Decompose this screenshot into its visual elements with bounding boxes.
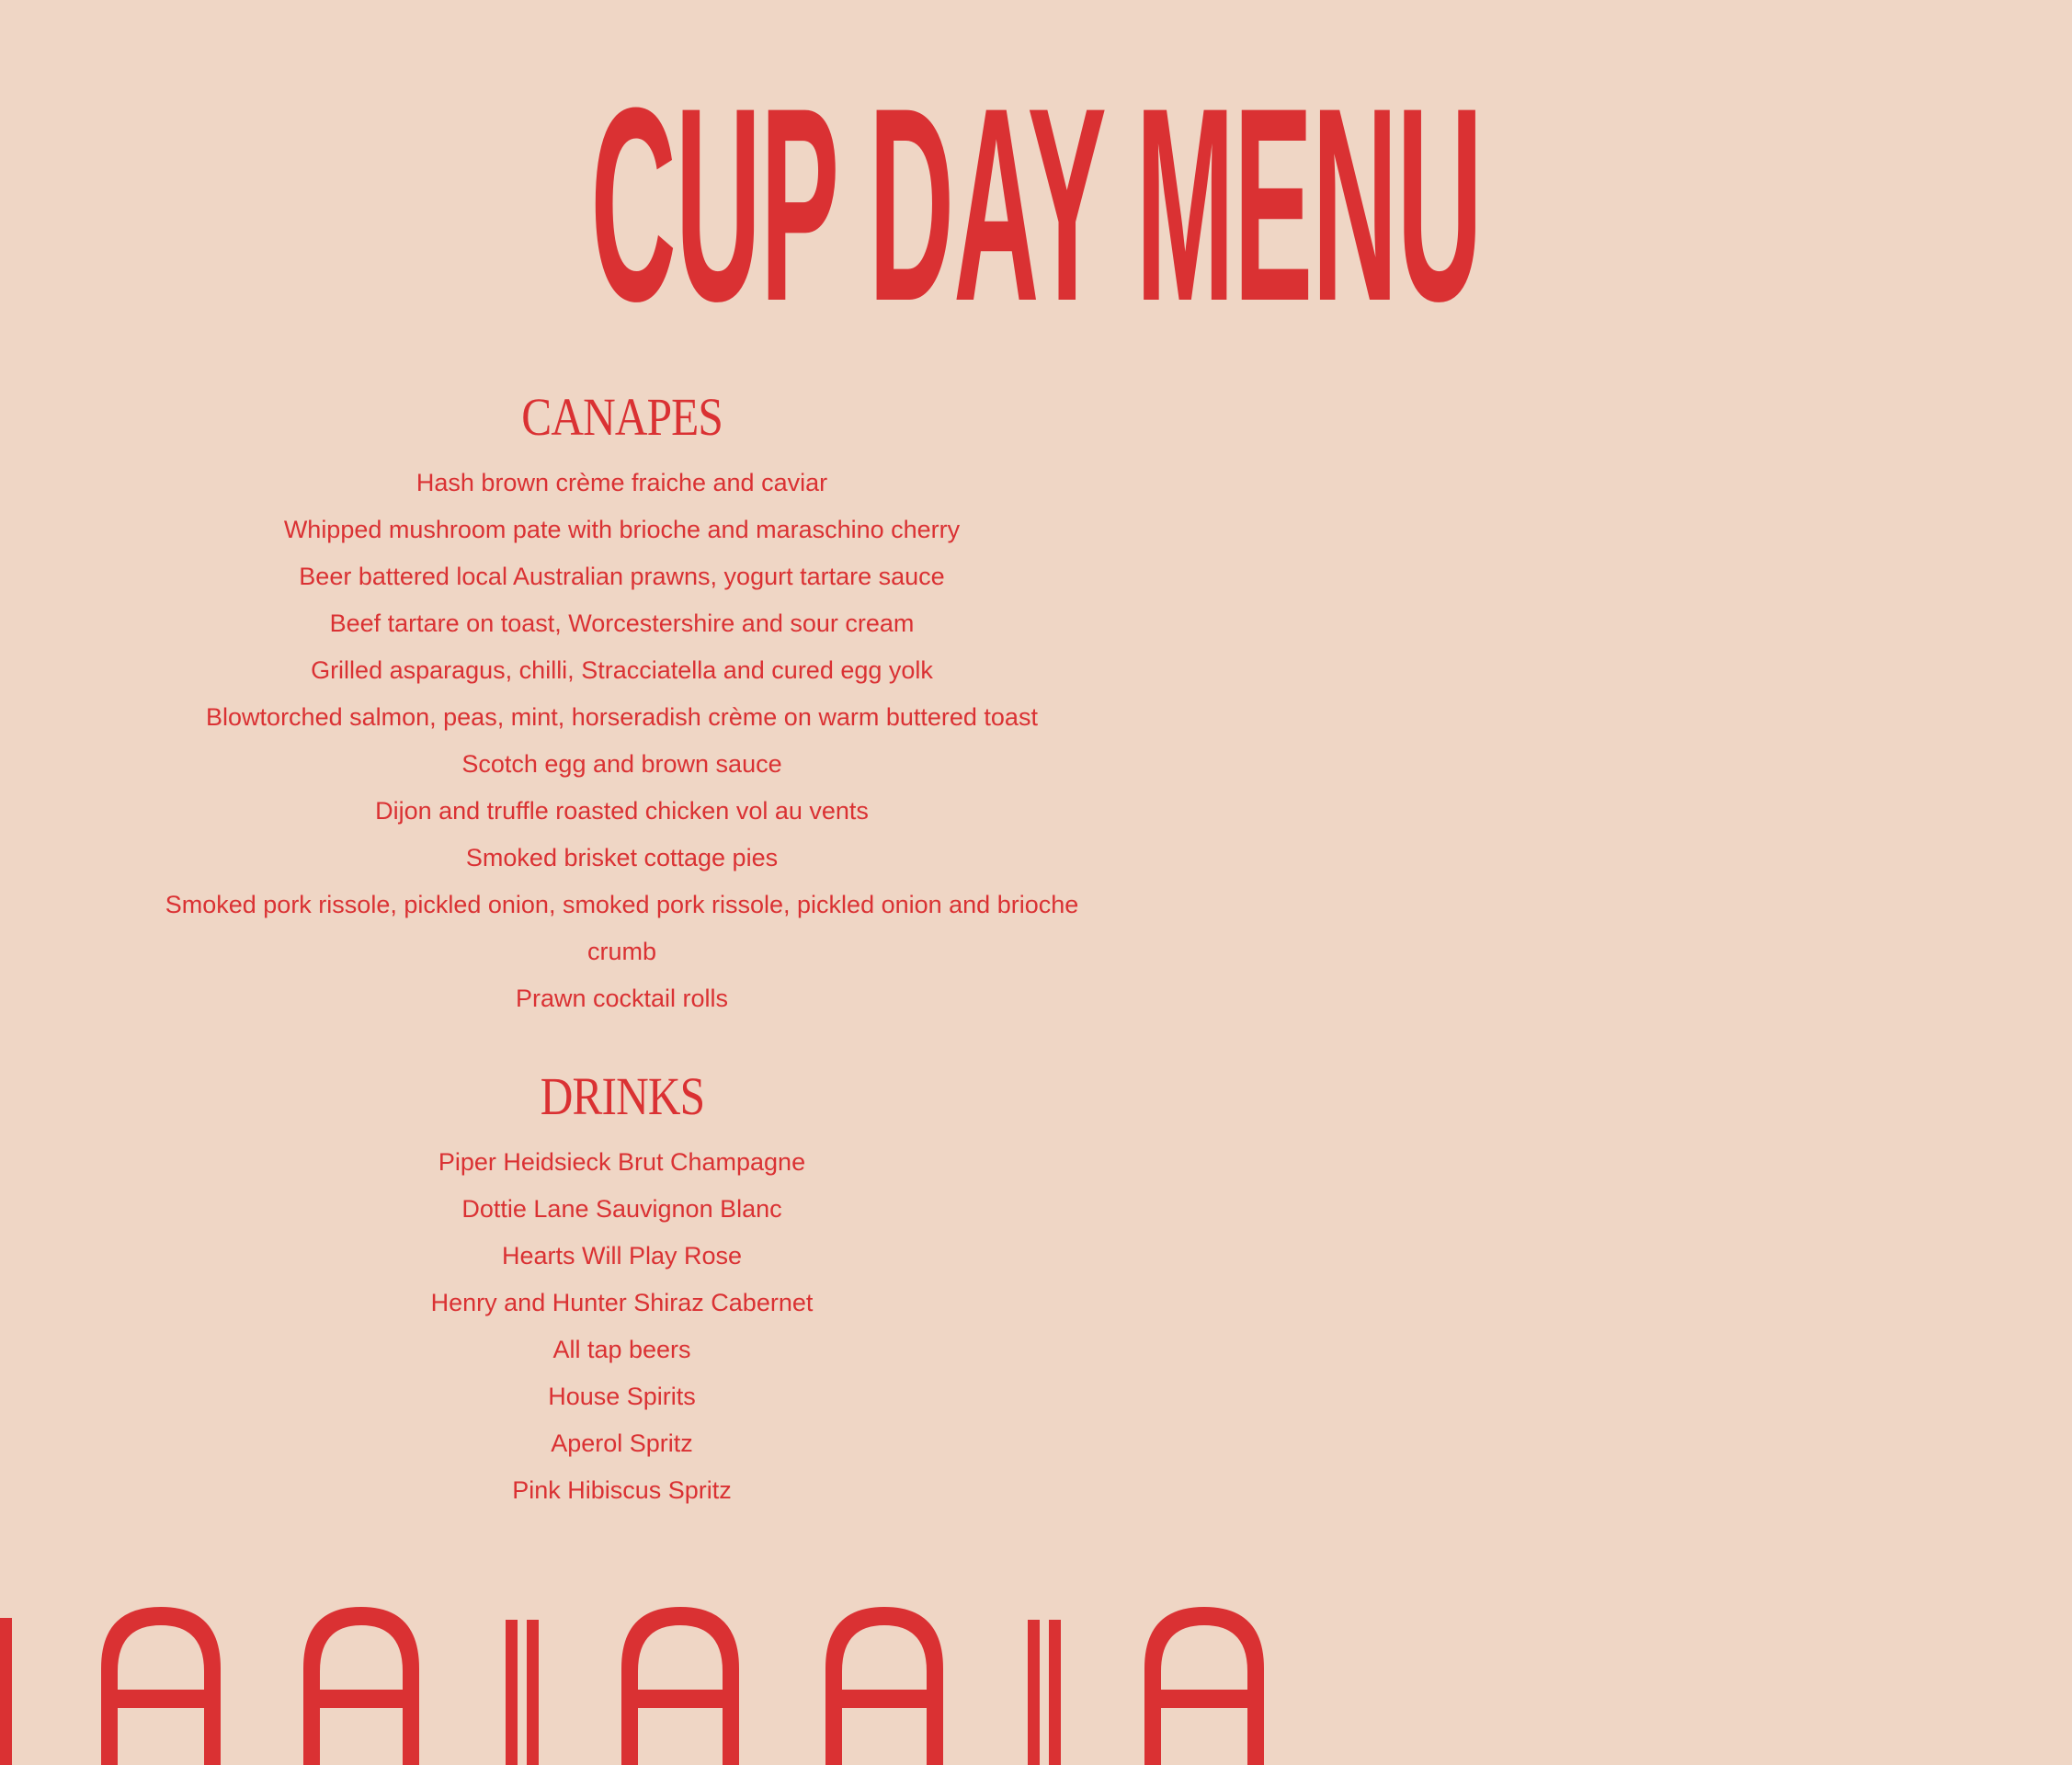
menu-item: All tap beers: [552, 1336, 691, 1363]
chair-post-icon: [1028, 1620, 1040, 1765]
menu-item: Dijon and truffle roasted chicken vol au vents: [375, 797, 869, 825]
menu-item: Henry and Hunter Shiraz Cabernet: [430, 1289, 814, 1316]
drinks-heading: DRINKS: [540, 1066, 704, 1126]
menu-item: Aperol Spritz: [551, 1429, 693, 1457]
menu-item: Piper Heidsieck Brut Champagne: [438, 1148, 806, 1176]
canapes-heading: CANAPES: [521, 387, 723, 447]
menu-item: Hearts Will Play Rose: [501, 1242, 743, 1270]
chair-post-icon: [527, 1620, 539, 1765]
canapes-section: [0, 384, 1244, 1022]
menu-item: Hash brown crème fraiche and caviar: [416, 469, 828, 496]
drinks-list: [0, 1139, 1244, 1514]
menu-item: Blowtorched salmon, peas, mint, horseradish crème on warm buttered toast: [206, 703, 1038, 731]
menu-item: Smoked brisket cottage pies: [465, 844, 779, 871]
menu-item: Whipped mushroom pate with brioche and maraschino cherry: [283, 516, 961, 543]
menu-item: Beef tartare on toast, Worcestershire and sour cream: [329, 609, 915, 637]
chair-back-icon: [1144, 1607, 1264, 1765]
menu-item: Dottie Lane Sauvignon Blanc: [461, 1195, 782, 1223]
menu-item: Beer battered local Australian prawns, yogurt tartare sauce: [299, 563, 945, 590]
menu-item: Prawn cocktail rolls: [515, 985, 729, 1012]
chair-back-icon: [621, 1607, 739, 1765]
menu-title: [0, 50, 1482, 359]
chair-post-icon: [506, 1620, 518, 1765]
menu-item: Pink Hibiscus Spritz: [512, 1476, 732, 1504]
chair-post-icon: [0, 1618, 12, 1765]
chair-post-icon: [1049, 1620, 1061, 1765]
chair-back-icon: [101, 1607, 221, 1765]
menu-title-text: CUP DAY MENU: [590, 50, 1482, 359]
menu-item: Smoked pork rissole, pickled onion, smoked pork rissole, pickled onion and brioche crumb: [165, 891, 1079, 965]
chair-pattern-decoration: [0, 1581, 1244, 1765]
menu-item: House Spirits: [548, 1383, 696, 1410]
chair-back-icon: [825, 1607, 943, 1765]
menu-item: Grilled asparagus, chilli, Stracciatella and cured egg yolk: [311, 656, 933, 684]
menu-item: Scotch egg and brown sauce: [461, 750, 782, 778]
canapes-list: [0, 460, 1244, 1022]
drinks-section: [0, 1064, 1244, 1514]
chair-back-icon: [303, 1607, 419, 1765]
